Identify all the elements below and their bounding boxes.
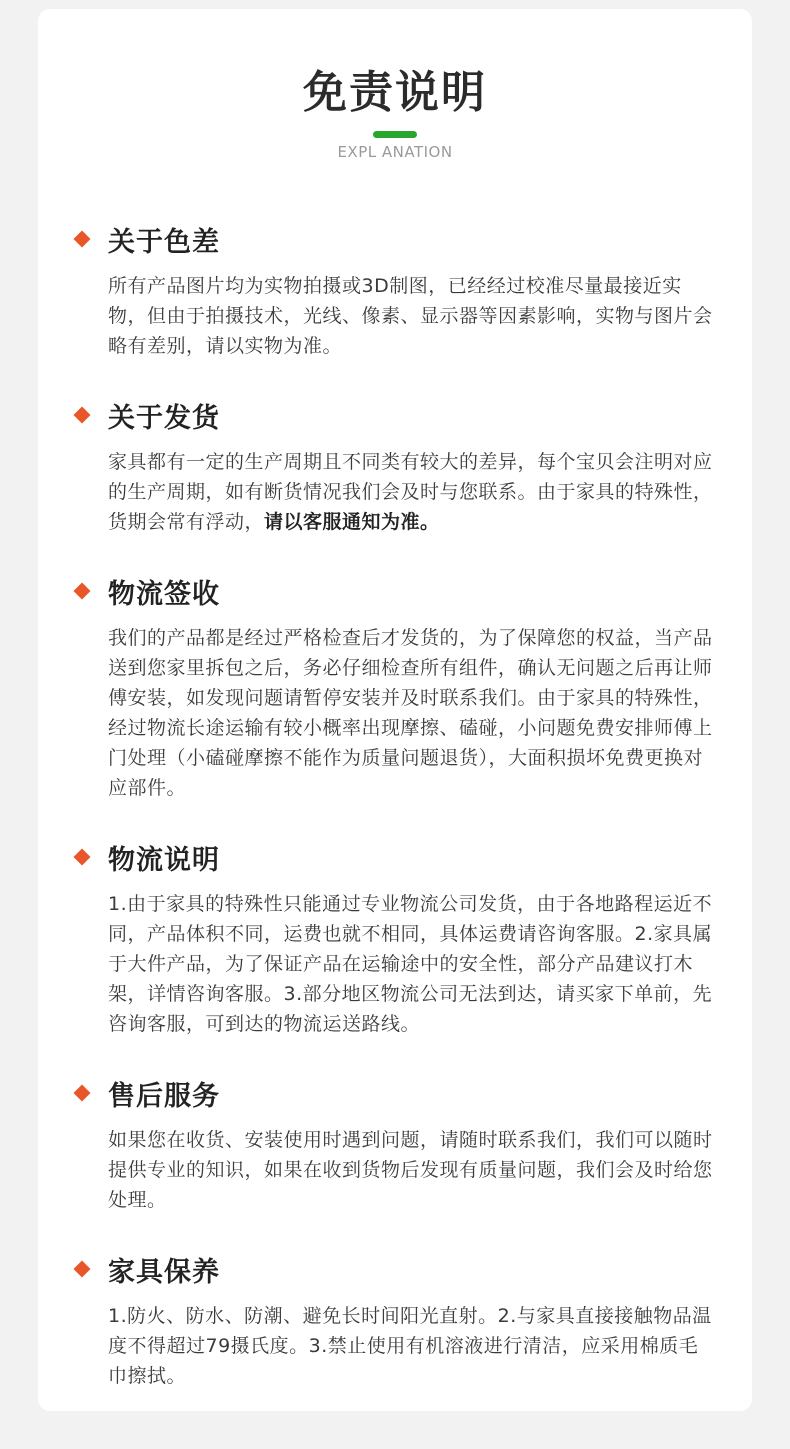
section-body: 1.防火、防水、防潮、避免长时间阳光直射。2.与家具直接接触物品温度不得超过79摄氏度。3.禁止使用有机溶液进行清洁，应采用棉质毛巾擦拭。: [108, 1305, 712, 1387]
section-title: 关于发货: [108, 402, 220, 434]
section-title: 家具保养: [108, 1256, 220, 1288]
section-body: 如果您在收货、安装使用时遇到问题，请随时联系我们，我们可以随时提供专业的知识，如果在收到货物后发现有质量问题，我们会及时给您处理。: [108, 1129, 713, 1211]
section-body: 所有产品图片均为实物拍摄或3D制图，已经经过校准尽量最接近实物，但由于拍摄技术，光线、像素、显示器等因素影响，实物与图片会略有差别，请以实物为准。: [108, 275, 713, 357]
section-head: [74, 1249, 714, 1289]
section-color-difference: [74, 219, 714, 361]
diamond-bullet-icon: [74, 849, 91, 866]
section-title: 关于色差: [108, 226, 220, 258]
section-furniture-care: [74, 1249, 714, 1391]
diamond-bullet-icon: [74, 1085, 91, 1102]
section-shipping: [74, 395, 714, 537]
section-head: [74, 1073, 714, 1113]
section-logistics-info: [74, 837, 714, 1039]
diamond-bullet-icon: [74, 231, 91, 248]
section-title: 物流签收: [108, 578, 220, 610]
section-body-text: 家具都有一定的生产周期且不同类有较大的差异，每个宝贝会注明对应的生产周期，如有断货情况我们会及时与您联系。由于家具的特殊性，货期会常有浮动，: [108, 451, 713, 533]
page-title: 免责说明: [303, 67, 487, 118]
page-subtitle: EXPL ANATION: [337, 143, 453, 161]
section-head: [74, 219, 714, 259]
diamond-bullet-icon: [74, 407, 91, 424]
diamond-bullet-icon: [74, 1261, 91, 1278]
section-body: 1.由于家具的特殊性只能通过专业物流公司发货，由于各地路程运近不同，产品体积不同，运费也就不相同，具体运费请咨询客服。2.家具属于大件产品，为了保证产品在运输途中的安全性，部分产品建议打木架，详情咨询客服。3.部分地区物流公司无法到达，请买家下单前，先咨询客服，可到达的物流运送路线。: [108, 893, 713, 1035]
section-body-emphasis: 请以客服通知为准。: [264, 511, 440, 533]
section-head: [74, 837, 714, 877]
section-head: [74, 395, 714, 435]
diamond-bullet-icon: [74, 583, 91, 600]
section-delivery-receipt: [74, 571, 714, 803]
section-body: 我们的产品都是经过严格检查后才发货的，为了保障您的权益，当产品送到您家里拆包之后，务必仔细检查所有组件，确认无问题之后再让师傅安装，如发现问题请暂停安装并及时联系我们。由于家具的特殊性，经过物流长途运输有较小概率出现摩擦、磕碰，小问题免费安排师傅上门处理（小磕碰摩擦不能作为质量问题退货），大面积损坏免费更换对应部件。: [108, 627, 713, 799]
section-after-sales: [74, 1073, 714, 1215]
section-title: 物流说明: [108, 844, 220, 876]
section-body: [74, 447, 714, 537]
header: [38, 9, 752, 162]
sections-list: [74, 219, 714, 1425]
title-accent-bar: [373, 131, 417, 138]
disclaimer-card: [38, 9, 752, 1411]
section-title: 售后服务: [108, 1080, 220, 1112]
section-head: [74, 571, 714, 611]
